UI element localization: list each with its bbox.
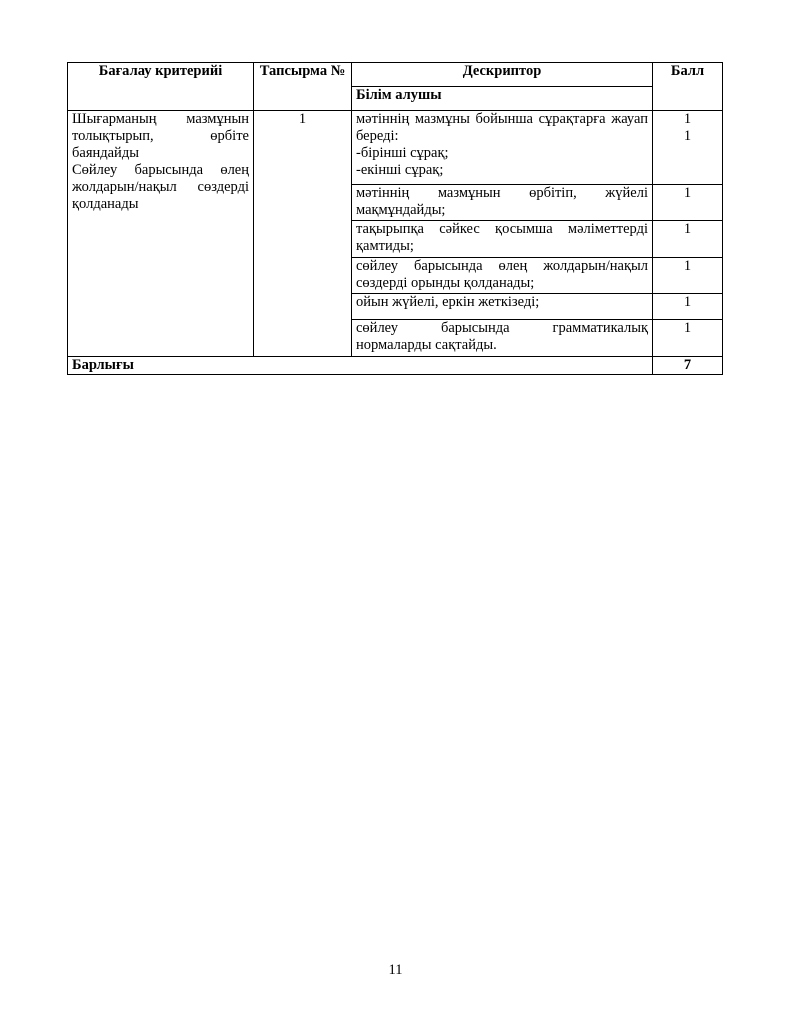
criterion-header: Бағалау критерийі — [68, 63, 254, 111]
descriptor-cell-6: сөйлеу барысында грамматикалық нормаларды сақтайды. — [352, 320, 653, 357]
score-subitem-2: 1 — [683, 128, 692, 144]
score-subitem-1: 1 — [683, 111, 692, 127]
descriptor-cell-3: тақырыпқа сәйкес қосымша мәліметтерді қамтиды; — [352, 221, 653, 258]
assessment-rubric-table — [67, 62, 723, 375]
total-label: Барлығы — [68, 357, 653, 375]
score-cell-2: 1 — [653, 185, 723, 221]
descriptor-text-1: мәтіннің мазмұны бойынша сұрақтарға жауап береді: — [356, 111, 648, 144]
criterion-cell — [68, 111, 254, 357]
score-cell-5: 1 — [653, 294, 723, 320]
descriptor-subitem-1: -бірінші сұрақ; — [356, 145, 449, 161]
score-cell-1 — [653, 111, 723, 185]
task-number: 1 — [254, 111, 352, 357]
score-header: Балл — [653, 63, 723, 111]
descriptor-subitem-2: -екінші сұрақ; — [356, 162, 444, 178]
descriptor-subheader: Білім алушы — [352, 87, 653, 111]
total-value: 7 — [653, 357, 723, 375]
descriptor-header: Дескриптор — [352, 63, 653, 87]
criterion-line-1: Шығарманың мазмұнын толықтырып, өрбіте баяндайды — [72, 111, 249, 161]
header-row — [68, 63, 723, 87]
descriptor-row-1 — [68, 111, 723, 185]
score-cell-4: 1 — [653, 258, 723, 294]
descriptor-cell-5: ойын жүйелі, еркін жеткізеді; — [352, 294, 653, 320]
total-row — [68, 357, 723, 375]
descriptor-cell-4: сөйлеу барысында өлең жолдарын/нақыл сөздерді орынды қолданады; — [352, 258, 653, 294]
descriptor-cell-2: мәтіннің мазмұнын өрбітіп, жүйелі мақмұндайды; — [352, 185, 653, 221]
task-header: Тапсырма № — [254, 63, 352, 111]
score-cell-6: 1 — [653, 320, 723, 357]
descriptor-cell-1 — [352, 111, 653, 185]
page-number: 11 — [388, 962, 403, 978]
criterion-line-2: Сөйлеу барысында өлең жолдарын/нақыл сөздерді қолданады — [72, 162, 249, 212]
score-cell-3: 1 — [653, 221, 723, 258]
